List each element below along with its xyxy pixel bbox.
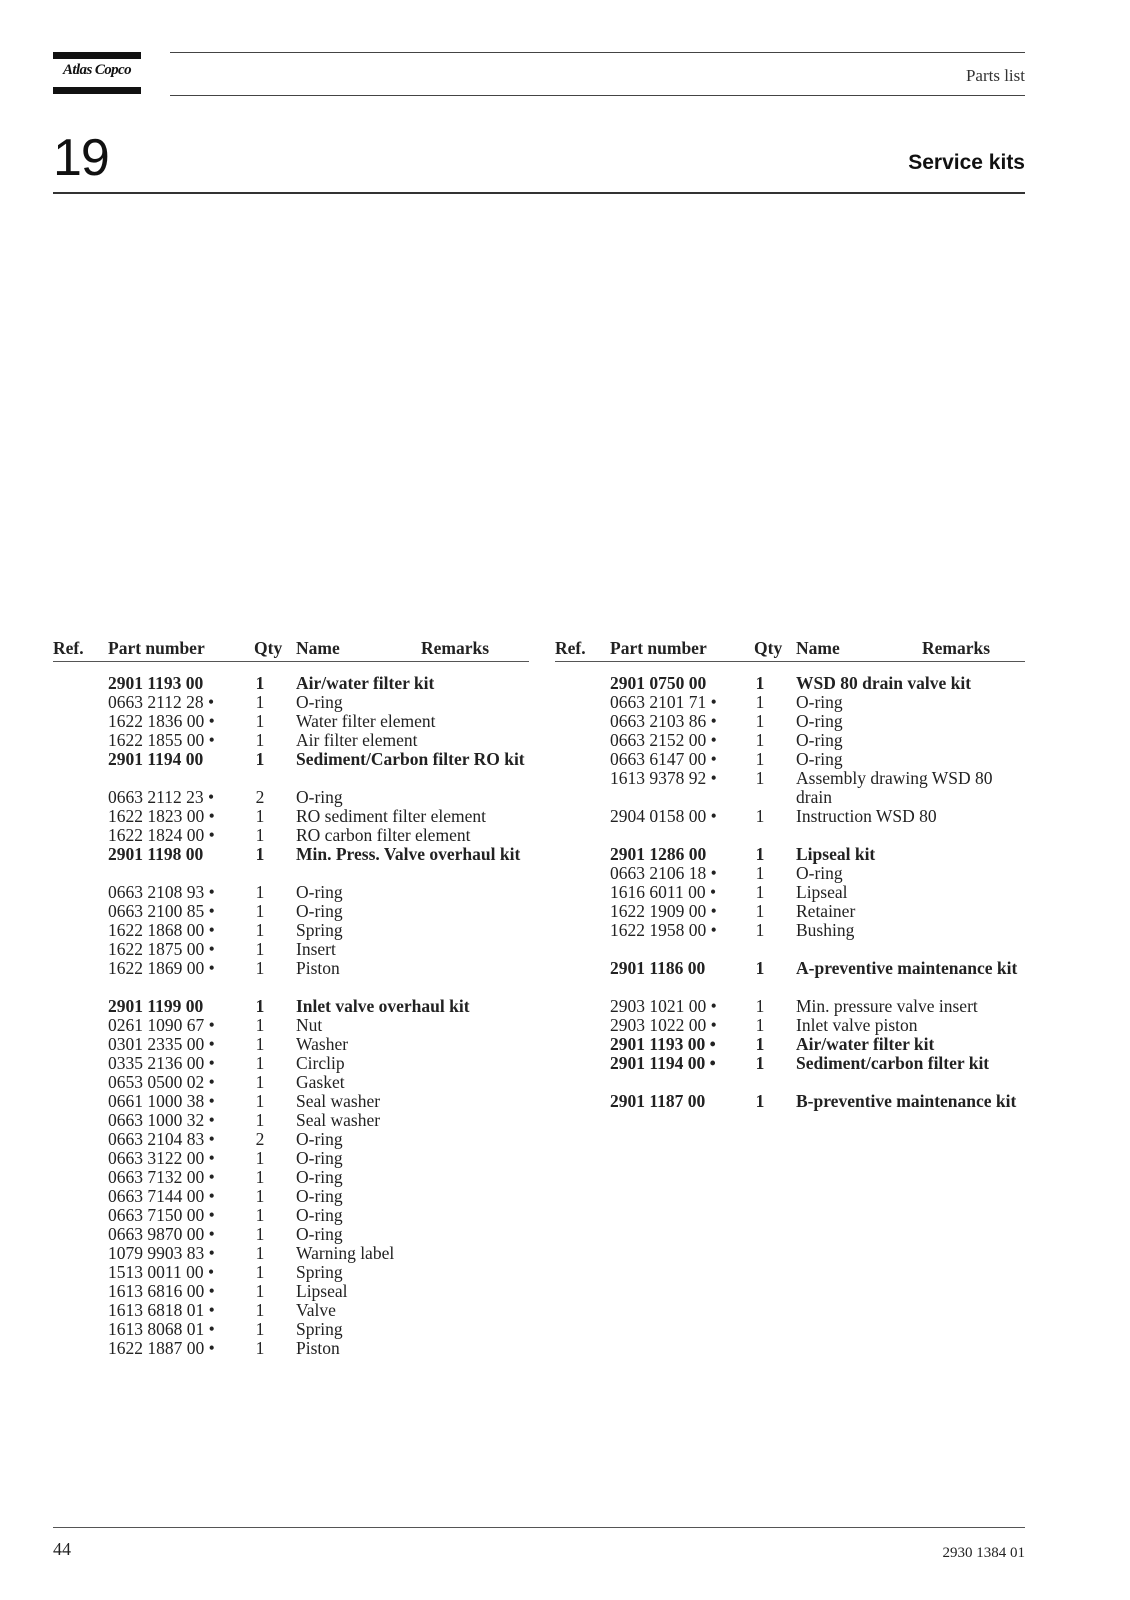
- part-number-cell: 0663 2100 85 •: [108, 901, 215, 921]
- name-cell: Warning label: [296, 1243, 395, 1263]
- qty-cell: 1: [255, 1110, 265, 1130]
- qty-cell: 2: [255, 787, 265, 807]
- table-header: [555, 638, 1025, 660]
- qty-cell: 1: [255, 1072, 265, 1092]
- name-cell: O-ring: [296, 692, 343, 712]
- part-number-cell: 1616 6011 00 •: [610, 882, 717, 902]
- name-cell: Air filter element: [296, 730, 418, 750]
- table-row: [53, 1225, 529, 1244]
- qty-cell: 1: [255, 1034, 265, 1054]
- name-cell: O-ring: [296, 1224, 343, 1244]
- col-remarks: Remarks: [922, 638, 991, 658]
- qty-cell: 1: [255, 1300, 265, 1320]
- qty-cell: 1: [255, 920, 265, 940]
- name-cell: O-ring: [296, 1129, 343, 1149]
- parts-table-right: [555, 638, 1025, 1111]
- table-row: [555, 750, 1025, 769]
- name-cell: Air/water filter kit: [296, 673, 435, 693]
- footer-rule: [53, 1527, 1025, 1528]
- part-number-cell: 1622 1887 00 •: [108, 1338, 215, 1358]
- name-cell: Piston: [296, 958, 340, 978]
- name-cell: Air/water filter kit: [796, 1034, 935, 1054]
- qty-cell: 1: [755, 901, 765, 921]
- col-name: Name: [296, 638, 340, 658]
- name-cell: Insert: [296, 939, 336, 959]
- name-cell: O-ring: [296, 1205, 343, 1225]
- chapter-number: 19: [53, 129, 109, 187]
- qty-cell: 1: [255, 1053, 265, 1073]
- part-number-cell: 2901 1286 00: [610, 844, 707, 864]
- part-number-cell: 2901 1186 00: [610, 958, 706, 978]
- name-cell: Min. pressure valve insert: [796, 996, 978, 1016]
- col-qty: Qty: [754, 638, 783, 658]
- name-cell: O-ring: [796, 749, 843, 769]
- table-row: [53, 1206, 529, 1225]
- header-rule-bottom: [170, 95, 1025, 96]
- part-number-cell: 2901 1194 00 •: [610, 1053, 716, 1073]
- name-cell: Retainer: [796, 901, 856, 921]
- qty-cell: 1: [755, 1091, 765, 1111]
- table-header: [53, 638, 529, 660]
- part-number-cell: 1622 1823 00 •: [108, 806, 215, 826]
- document-number: 2930 1384 01: [942, 1545, 1025, 1561]
- table-row: [53, 940, 529, 959]
- name-cell: Min. Press. Valve overhaul kit: [296, 844, 521, 864]
- col-qty: Qty: [254, 638, 283, 658]
- col-part-number: Part number: [108, 638, 205, 658]
- part-number-cell: 0663 2104 83 •: [108, 1129, 215, 1149]
- name-cell: O-ring: [796, 711, 843, 731]
- part-number-cell: 0663 7132 00 •: [108, 1167, 215, 1187]
- qty-cell: 1: [755, 749, 765, 769]
- table-row: [53, 693, 529, 712]
- part-number-cell: 1613 6816 00 •: [108, 1281, 215, 1301]
- name-cell: Inlet valve piston: [796, 1015, 918, 1035]
- qty-cell: 1: [755, 806, 765, 826]
- qty-cell: 1: [255, 1148, 265, 1168]
- table-header-rule: [555, 661, 1025, 662]
- page-number: 44: [53, 1539, 71, 1559]
- part-number-cell: 2901 1194 00: [108, 749, 204, 769]
- qty-cell: 1: [255, 1091, 265, 1111]
- part-number-cell: 2901 1193 00 •: [610, 1034, 716, 1054]
- qty-cell: 1: [255, 901, 265, 921]
- title-rule: [53, 192, 1025, 194]
- table-row: [555, 807, 1025, 826]
- qty-cell: 1: [755, 730, 765, 750]
- name-cell: Washer: [296, 1034, 349, 1054]
- table-row: [53, 883, 529, 902]
- qty-cell: 1: [255, 1243, 265, 1263]
- table-row: [53, 1168, 529, 1187]
- qty-cell: 1: [755, 863, 765, 883]
- part-number-cell: 2904 0158 00 •: [610, 806, 717, 826]
- name-cell: Gasket: [296, 1072, 345, 1092]
- qty-cell: 1: [255, 996, 265, 1016]
- table-row: [53, 826, 529, 845]
- qty-cell: 1: [755, 882, 765, 902]
- col-ref: Ref.: [53, 638, 84, 658]
- qty-cell: 1: [755, 1015, 765, 1035]
- part-number-cell: 2903 1021 00 •: [610, 996, 717, 1016]
- table-header-rule: [53, 661, 529, 662]
- qty-cell: 1: [255, 1224, 265, 1244]
- part-number-cell: 0335 2136 00 •: [108, 1053, 215, 1073]
- name-cell: O-ring: [296, 1148, 343, 1168]
- qty-cell: 1: [255, 1319, 265, 1339]
- qty-cell: 1: [255, 1338, 265, 1358]
- name-cell: Seal washer: [296, 1110, 381, 1130]
- table-row: [53, 807, 529, 826]
- col-ref: Ref.: [555, 638, 586, 658]
- logo-bar-top: [53, 52, 141, 59]
- part-number-cell: 1622 1836 00 •: [108, 711, 215, 731]
- col-remarks: Remarks: [421, 638, 490, 658]
- qty-cell: 1: [255, 673, 265, 693]
- table-row: [555, 883, 1025, 902]
- qty-cell: 1: [255, 711, 265, 731]
- table-row: [555, 769, 1025, 807]
- part-number-cell: 0653 0500 02 •: [108, 1072, 215, 1092]
- part-number-cell: 1622 1868 00 •: [108, 920, 215, 940]
- table-row: [555, 674, 1025, 693]
- table-row: [555, 693, 1025, 712]
- name-cell: WSD 80 drain valve kit: [796, 673, 972, 693]
- part-number-cell: 0663 6147 00 •: [610, 749, 717, 769]
- qty-cell: 1: [255, 844, 265, 864]
- atlas-copco-logo: [53, 52, 141, 94]
- name-cell: Inlet valve overhaul kit: [296, 996, 470, 1016]
- name-cell: Water filter element: [296, 711, 436, 731]
- qty-cell: 1: [255, 825, 265, 845]
- table-row: [555, 1054, 1025, 1073]
- qty-cell: 1: [255, 1262, 265, 1282]
- part-number-cell: 1622 1824 00 •: [108, 825, 215, 845]
- col-part-number: Part number: [610, 638, 707, 658]
- part-number-cell: 1622 1958 00 •: [610, 920, 717, 940]
- qty-cell: 1: [255, 1205, 265, 1225]
- part-number-cell: 2901 1187 00: [610, 1091, 706, 1111]
- table-row: [555, 959, 1025, 997]
- name-cell: O-ring: [296, 882, 343, 902]
- table-row: [53, 1339, 529, 1358]
- table-row: [53, 1054, 529, 1073]
- table-row: [53, 1320, 529, 1339]
- parts-table-left: [53, 638, 529, 1358]
- part-number-cell: 1622 1909 00 •: [610, 901, 717, 921]
- part-number-cell: 0663 2112 28 •: [108, 692, 215, 712]
- part-number-cell: 1613 6818 01 •: [108, 1300, 215, 1320]
- qty-cell: 1: [755, 673, 765, 693]
- part-number-cell: 0663 2108 93 •: [108, 882, 215, 902]
- table-row: [53, 1092, 529, 1111]
- table-body: [555, 674, 1025, 1130]
- qty-cell: 1: [755, 768, 765, 788]
- qty-cell: 1: [755, 1053, 765, 1073]
- name-cell: Valve: [296, 1300, 336, 1320]
- qty-cell: 1: [755, 692, 765, 712]
- part-number-cell: 1079 9903 83 •: [108, 1243, 215, 1263]
- name-cell: Lipseal kit: [796, 844, 876, 864]
- part-number-cell: 0663 3122 00 •: [108, 1148, 215, 1168]
- name-cell: O-ring: [296, 1186, 343, 1206]
- name-cell: Lipseal: [796, 882, 848, 902]
- name-cell: O-ring: [296, 901, 343, 921]
- name-cell: A-preventive maintenance kit: [796, 958, 1018, 978]
- part-number-cell: 0663 1000 32 •: [108, 1110, 215, 1130]
- name-cell: Nut: [296, 1015, 323, 1035]
- table-row: [53, 845, 529, 883]
- table-row: [555, 731, 1025, 750]
- table-row: [53, 1301, 529, 1320]
- qty-cell: 2: [255, 1129, 265, 1149]
- qty-cell: 1: [755, 1034, 765, 1054]
- table-row: [53, 902, 529, 921]
- part-number-cell: 2901 0750 00: [610, 673, 707, 693]
- part-number-cell: 1622 1869 00 •: [108, 958, 215, 978]
- table-row: [555, 1016, 1025, 1035]
- col-name: Name: [796, 638, 840, 658]
- table-row: [53, 750, 529, 788]
- qty-cell: 1: [755, 920, 765, 940]
- name-cell: Sediment/Carbon filter RO kit: [296, 749, 525, 769]
- qty-cell: 1: [255, 749, 265, 769]
- table-row: [555, 1092, 1025, 1130]
- part-number-cell: 0661 1000 38 •: [108, 1091, 215, 1111]
- qty-cell: 1: [255, 1281, 265, 1301]
- table-row: [53, 1016, 529, 1035]
- name-cell: Circlip: [296, 1053, 345, 1073]
- table-row: [555, 864, 1025, 883]
- part-number-cell: 0663 2101 71 •: [610, 692, 717, 712]
- section-title: Service kits: [908, 151, 1025, 174]
- part-number-cell: 0663 2152 00 •: [610, 730, 717, 750]
- name-cell: Spring: [296, 920, 343, 940]
- header-rule-top: [170, 52, 1025, 53]
- part-number-cell: 2903 1022 00 •: [610, 1015, 717, 1035]
- part-number-cell: 1613 8068 01 •: [108, 1319, 215, 1339]
- part-number-cell: 1613 9378 92 •: [610, 768, 717, 788]
- table-body: [53, 674, 529, 1358]
- name-cell: Seal washer: [296, 1091, 381, 1111]
- name-cell: Piston: [296, 1338, 340, 1358]
- table-row: [555, 1035, 1025, 1054]
- name-cell: Lipseal: [296, 1281, 348, 1301]
- name-cell: Instruction WSD 80: [796, 806, 937, 826]
- qty-cell: 1: [255, 958, 265, 978]
- part-number-cell: 1622 1855 00 •: [108, 730, 215, 750]
- qty-cell: 1: [255, 1167, 265, 1187]
- name-cell: RO sediment filter element: [296, 806, 487, 826]
- name-cell: O-ring: [296, 1167, 343, 1187]
- table-row: [555, 902, 1025, 921]
- name-cell: O-ring: [796, 730, 843, 750]
- name-cell: Sediment/carbon filter kit: [796, 1053, 990, 1073]
- logo-bar-bottom: [53, 87, 141, 94]
- part-number-cell: 0301 2335 00 •: [108, 1034, 215, 1054]
- logo-text: Atlas Copco: [63, 62, 131, 78]
- part-number-cell: 2901 1198 00: [108, 844, 204, 864]
- name-cell: O-ring: [796, 692, 843, 712]
- table-row: [53, 674, 529, 693]
- table-row: [53, 712, 529, 731]
- part-number-cell: 0663 7150 00 •: [108, 1205, 215, 1225]
- part-number-cell: 2901 1193 00: [108, 673, 204, 693]
- qty-cell: 1: [755, 958, 765, 978]
- table-row: [53, 959, 529, 978]
- part-number-cell: 2901 1199 00: [108, 996, 204, 1016]
- part-number-cell: 0663 2103 86 •: [610, 711, 717, 731]
- table-row: [53, 1073, 529, 1092]
- table-row: [53, 788, 529, 807]
- part-number-cell: 0663 7144 00 •: [108, 1186, 215, 1206]
- table-row: [53, 1263, 529, 1282]
- table-row: [53, 731, 529, 750]
- part-number-cell: 1513 0011 00 •: [108, 1262, 215, 1282]
- table-row: [53, 997, 529, 1016]
- qty-cell: 1: [255, 806, 265, 826]
- name-cell: B-preventive maintenance kit: [796, 1091, 1017, 1111]
- part-number-cell: 0663 9870 00 •: [108, 1224, 215, 1244]
- qty-cell: 1: [255, 1186, 265, 1206]
- qty-cell: 1: [755, 711, 765, 731]
- table-row: [555, 712, 1025, 731]
- part-number-cell: 1622 1875 00 •: [108, 939, 215, 959]
- name-cell: O-ring: [796, 863, 843, 883]
- qty-cell: 1: [755, 996, 765, 1016]
- part-number-cell: 0261 1090 67 •: [108, 1015, 215, 1035]
- qty-cell: 1: [255, 1015, 265, 1035]
- table-row: [555, 921, 1025, 940]
- table-row: [53, 1282, 529, 1301]
- table-row: [53, 1149, 529, 1168]
- name-cell: Bushing: [796, 920, 855, 940]
- name-cell: Spring: [296, 1262, 343, 1282]
- qty-cell: 1: [255, 730, 265, 750]
- table-row: [53, 1035, 529, 1054]
- table-row: [555, 845, 1025, 864]
- table-row: [53, 1187, 529, 1206]
- part-number-cell: 0663 2106 18 •: [610, 863, 717, 883]
- table-row: [53, 1244, 529, 1263]
- header-label: Parts list: [965, 66, 1025, 85]
- name-cell: Spring: [296, 1319, 343, 1339]
- name-cell: Assembly drawing WSD 80 drain: [796, 768, 993, 807]
- part-number-cell: 0663 2112 23 •: [108, 787, 215, 807]
- qty-cell: 1: [755, 844, 765, 864]
- qty-cell: 1: [255, 882, 265, 902]
- table-row: [53, 1130, 529, 1149]
- table-row: [53, 921, 529, 940]
- qty-cell: 1: [255, 692, 265, 712]
- name-cell: O-ring: [296, 787, 343, 807]
- table-row: [555, 997, 1025, 1016]
- name-cell: RO carbon filter element: [296, 825, 471, 845]
- qty-cell: 1: [255, 939, 265, 959]
- table-row: [53, 1111, 529, 1130]
